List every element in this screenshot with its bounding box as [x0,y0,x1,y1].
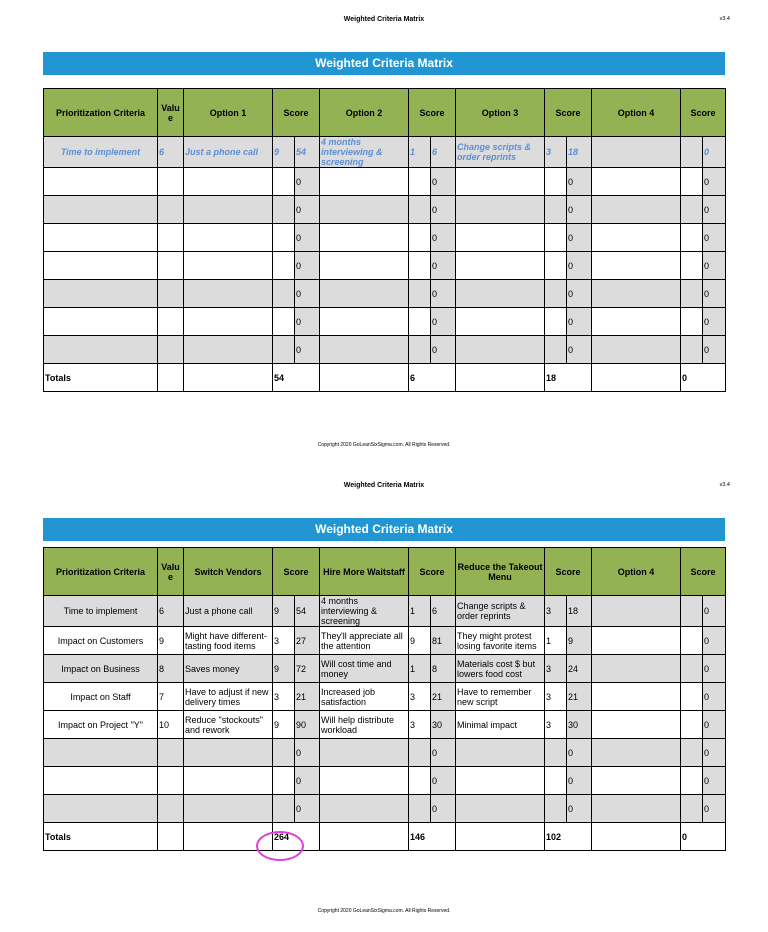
matrix-row [44,252,726,280]
total-score-1: 264 [273,823,320,851]
rating-3-cell[interactable] [545,795,567,823]
option-4-cell[interactable] [592,739,681,767]
rating-4-cell[interactable] [681,683,703,711]
option-2-cell[interactable]: 4 months interviewing & screening [320,137,409,168]
option-3-cell[interactable]: Minimal impact [456,711,545,739]
highlight-circle [256,831,304,861]
header-score-4: Score [681,89,726,137]
rating-1-cell[interactable]: 9 [273,137,295,168]
option-1-cell[interactable]: Saves money [184,655,273,683]
value-cell[interactable] [158,336,184,364]
header-option-3: Reduce the Takeout Menu [456,548,545,596]
rating-2-cell[interactable]: 3 [409,711,431,739]
rating-2-cell[interactable] [409,224,431,252]
criteria-matrix-table [43,88,726,392]
score-3-cell: 24 [567,655,592,683]
option-2-cell[interactable] [320,739,409,767]
header-score-3: Score [545,548,592,596]
rating-1-cell[interactable] [273,308,295,336]
version-label: v3.4 [719,16,730,22]
value-cell[interactable]: 7 [158,683,184,711]
totals-label: Totals [44,823,158,851]
score-3-cell: 0 [567,795,592,823]
option-3-cell[interactable]: They might protest losing favorite items [456,627,545,655]
criteria-cell[interactable] [44,280,158,308]
header-row [44,89,726,137]
criteria-cell[interactable] [44,336,158,364]
score-4-cell: 0 [703,627,726,655]
criteria-cell[interactable] [44,739,158,767]
rating-3-cell[interactable] [545,168,567,196]
value-cell[interactable]: 10 [158,711,184,739]
rating-1-cell[interactable] [273,280,295,308]
criteria-cell[interactable] [44,252,158,280]
value-cell[interactable]: 8 [158,655,184,683]
criteria-cell[interactable]: Impact on Customers [44,627,158,655]
totals-option-3-cell [456,364,545,392]
score-3-cell: 30 [567,711,592,739]
header-criteria: Prioritization Criteria [44,548,158,596]
option-2-cell[interactable] [320,336,409,364]
option-4-cell[interactable] [592,596,681,627]
header-value: Value [158,548,184,596]
option-4-cell[interactable] [592,627,681,655]
rating-1-cell[interactable] [273,168,295,196]
option-4-cell[interactable] [592,655,681,683]
option-2-cell[interactable]: Increased job satisfaction [320,683,409,711]
rating-3-cell[interactable] [545,336,567,364]
page-2 [0,466,768,932]
rating-2-cell[interactable] [409,739,431,767]
score-3-cell: 9 [567,627,592,655]
value-cell[interactable] [158,280,184,308]
option-1-cell[interactable]: Might have different-tasting food items [184,627,273,655]
option-4-cell[interactable] [592,137,681,168]
option-2-cell[interactable]: Will help distribute workload [320,711,409,739]
rating-1-cell[interactable]: 9 [273,711,295,739]
option-3-cell[interactable]: Change scripts & order reprints [456,596,545,627]
option-3-cell[interactable] [456,252,545,280]
score-2-cell: 30 [431,711,456,739]
rating-1-cell[interactable] [273,739,295,767]
totals-option-3-cell [456,823,545,851]
value-cell[interactable] [158,795,184,823]
rating-2-cell[interactable] [409,168,431,196]
option-3-cell[interactable] [456,168,545,196]
total-score-2: 146 [409,823,456,851]
option-4-cell[interactable] [592,196,681,224]
matrix-row [44,596,726,627]
rating-1-cell[interactable] [273,795,295,823]
score-1-cell: 0 [295,252,320,280]
option-3-cell[interactable] [456,196,545,224]
score-2-cell: 21 [431,683,456,711]
option-1-cell[interactable] [184,252,273,280]
option-3-cell[interactable] [456,795,545,823]
rating-3-cell[interactable] [545,252,567,280]
option-4-cell[interactable] [592,683,681,711]
option-3-cell[interactable]: Change scripts & order reprints [456,137,545,168]
score-3-cell: 0 [567,308,592,336]
value-cell[interactable]: 9 [158,627,184,655]
rating-2-cell[interactable] [409,308,431,336]
header-score-1: Score [273,89,320,137]
option-3-cell[interactable] [456,767,545,795]
score-1-cell: 0 [295,767,320,795]
rating-4-cell[interactable] [681,252,703,280]
rating-1-cell[interactable] [273,767,295,795]
option-1-cell[interactable] [184,739,273,767]
option-2-cell[interactable]: They'll appreciate all the attention [320,627,409,655]
option-4-cell[interactable] [592,280,681,308]
total-score-2: 6 [409,364,456,392]
matrix-row [44,627,726,655]
matrix-row [44,224,726,252]
option-2-cell[interactable] [320,252,409,280]
rating-2-cell[interactable]: 1 [409,596,431,627]
header-option-4: Option 4 [592,89,681,137]
score-2-cell: 0 [431,767,456,795]
criteria-cell[interactable] [44,196,158,224]
doc-title: Weighted Criteria Matrix [343,16,425,23]
value-cell[interactable]: 6 [158,137,184,168]
rating-2-cell[interactable]: 3 [409,683,431,711]
copyright-footer: Copyright 2020 GoLeanSixSigma.com. All Rights Reserved. [317,442,451,448]
rating-3-cell[interactable]: 3 [545,711,567,739]
total-score-4: 0 [681,823,726,851]
matrix-row [44,336,726,364]
rating-4-cell[interactable] [681,596,703,627]
score-4-cell: 0 [703,795,726,823]
sample-row [44,137,726,168]
header-score-3: Score [545,89,592,137]
header-option-1: Option 1 [184,89,273,137]
header-value: Value [158,89,184,137]
option-1-cell[interactable]: Reduce "stockouts" and rework [184,711,273,739]
header-score-2: Score [409,548,456,596]
criteria-cell[interactable]: Impact on Project "Y" [44,711,158,739]
score-2-cell: 0 [431,795,456,823]
rating-2-cell[interactable] [409,252,431,280]
header-option-4: Option 4 [592,548,681,596]
score-4-cell: 0 [703,767,726,795]
rating-4-cell[interactable] [681,224,703,252]
rating-3-cell[interactable]: 3 [545,137,567,168]
doc-title: Weighted Criteria Matrix [343,482,425,489]
score-1-cell: 0 [295,795,320,823]
rating-2-cell[interactable] [409,280,431,308]
matrix-banner: Weighted Criteria Matrix [43,518,725,541]
rating-2-cell[interactable]: 9 [409,627,431,655]
rating-3-cell[interactable]: 3 [545,683,567,711]
rating-4-cell[interactable] [681,280,703,308]
matrix-row [44,308,726,336]
total-score-3: 102 [545,823,592,851]
score-3-cell: 0 [567,196,592,224]
option-2-cell[interactable] [320,795,409,823]
score-1-cell: 0 [295,168,320,196]
rating-2-cell[interactable]: 1 [409,137,431,168]
matrix-row [44,168,726,196]
option-2-cell[interactable]: Will cost time and money [320,655,409,683]
rating-3-cell[interactable] [545,308,567,336]
rating-2-cell[interactable]: 1 [409,655,431,683]
score-2-cell: 0 [431,280,456,308]
score-1-cell: 0 [295,308,320,336]
criteria-cell[interactable]: Time to implement [44,596,158,627]
option-4-cell[interactable] [592,711,681,739]
totals-option-2-cell [320,823,409,851]
rating-3-cell[interactable] [545,280,567,308]
option-4-cell[interactable] [592,168,681,196]
option-2-cell[interactable] [320,224,409,252]
header-option-1: Switch Vendors [184,548,273,596]
score-2-cell: 0 [431,224,456,252]
score-4-cell: 0 [703,224,726,252]
rating-3-cell[interactable] [545,739,567,767]
totals-option-4-cell [592,823,681,851]
rating-2-cell[interactable] [409,767,431,795]
score-2-cell: 0 [431,336,456,364]
score-4-cell: 0 [703,655,726,683]
option-4-cell[interactable] [592,224,681,252]
score-1-cell: 72 [295,655,320,683]
rating-3-cell[interactable] [545,767,567,795]
rating-4-cell[interactable] [681,137,703,168]
option-3-cell[interactable] [456,308,545,336]
rating-1-cell[interactable]: 3 [273,627,295,655]
rating-4-cell[interactable] [681,168,703,196]
option-1-cell[interactable] [184,196,273,224]
option-3-cell[interactable] [456,739,545,767]
totals-option-4-cell [592,364,681,392]
option-3-cell[interactable]: Materials cost $ but lowers food cost [456,655,545,683]
score-4-cell: 0 [703,683,726,711]
rating-1-cell[interactable]: 9 [273,655,295,683]
rating-1-cell[interactable] [273,196,295,224]
option-3-cell[interactable] [456,224,545,252]
criteria-cell[interactable] [44,168,158,196]
value-cell[interactable] [158,168,184,196]
value-cell[interactable] [158,308,184,336]
score-1-cell: 0 [295,739,320,767]
option-3-cell[interactable] [456,336,545,364]
matrix-row [44,711,726,739]
score-4-cell: 0 [703,137,726,168]
option-1-cell[interactable]: Have to adjust if new delivery times [184,683,273,711]
value-cell[interactable] [158,767,184,795]
rating-4-cell[interactable] [681,767,703,795]
score-2-cell: 0 [431,252,456,280]
score-1-cell: 90 [295,711,320,739]
score-4-cell: 0 [703,252,726,280]
value-cell[interactable] [158,739,184,767]
rating-4-cell[interactable] [681,336,703,364]
score-3-cell: 0 [567,168,592,196]
option-4-cell[interactable] [592,308,681,336]
rating-1-cell[interactable] [273,252,295,280]
header-score-4: Score [681,548,726,596]
score-3-cell: 18 [567,137,592,168]
rating-1-cell[interactable] [273,336,295,364]
option-4-cell[interactable] [592,336,681,364]
score-2-cell: 0 [431,308,456,336]
score-1-cell: 54 [295,596,320,627]
totals-label: Totals [44,364,158,392]
rating-1-cell[interactable]: 3 [273,683,295,711]
score-4-cell: 0 [703,280,726,308]
matrix-row [44,280,726,308]
score-2-cell: 6 [431,596,456,627]
rating-4-cell[interactable] [681,711,703,739]
option-2-cell[interactable] [320,196,409,224]
option-1-cell[interactable] [184,336,273,364]
option-4-cell[interactable] [592,767,681,795]
criteria-cell[interactable]: Time to implement [44,137,158,168]
score-3-cell: 0 [567,252,592,280]
totals-row [44,823,726,851]
option-2-cell[interactable] [320,280,409,308]
matrix-row [44,739,726,767]
rating-4-cell[interactable] [681,655,703,683]
criteria-cell[interactable] [44,767,158,795]
score-4-cell: 0 [703,168,726,196]
rating-4-cell[interactable] [681,795,703,823]
header-option-2: Option 2 [320,89,409,137]
matrix-row [44,655,726,683]
criteria-cell[interactable]: Impact on Business [44,655,158,683]
rating-3-cell[interactable]: 3 [545,596,567,627]
value-cell[interactable] [158,224,184,252]
total-score-4: 0 [681,364,726,392]
score-4-cell: 0 [703,308,726,336]
score-2-cell: 0 [431,739,456,767]
score-4-cell: 0 [703,336,726,364]
rating-1-cell[interactable] [273,224,295,252]
score-2-cell: 6 [431,137,456,168]
score-2-cell: 8 [431,655,456,683]
score-4-cell: 0 [703,711,726,739]
score-3-cell: 0 [567,224,592,252]
option-1-cell[interactable] [184,280,273,308]
option-1-cell[interactable] [184,224,273,252]
score-2-cell: 81 [431,627,456,655]
score-3-cell: 0 [567,767,592,795]
value-cell[interactable]: 6 [158,596,184,627]
score-3-cell: 0 [567,336,592,364]
rating-3-cell[interactable]: 3 [545,655,567,683]
option-4-cell[interactable] [592,252,681,280]
header-score-1: Score [273,548,320,596]
total-score-3: 18 [545,364,592,392]
copyright-footer: Copyright 2020 GoLeanSixSigma.com. All Rights Reserved. [317,908,451,914]
header-criteria: Prioritization Criteria [44,89,158,137]
rating-4-cell[interactable] [681,196,703,224]
option-2-cell[interactable] [320,767,409,795]
total-score-1: 54 [273,364,320,392]
option-1-cell[interactable] [184,168,273,196]
matrix-banner: Weighted Criteria Matrix [43,52,725,75]
criteria-cell[interactable]: Impact on Staff [44,683,158,711]
option-4-cell[interactable] [592,795,681,823]
matrix-row [44,683,726,711]
score-2-cell: 0 [431,168,456,196]
matrix-row [44,196,726,224]
score-4-cell: 0 [703,196,726,224]
criteria-cell[interactable] [44,224,158,252]
score-1-cell: 21 [295,683,320,711]
option-2-cell[interactable] [320,308,409,336]
value-cell[interactable] [158,196,184,224]
totals-option-1-cell [184,364,273,392]
header-option-2: Hire More Waitstaff [320,548,409,596]
header-score-2: Score [409,89,456,137]
score-1-cell: 0 [295,224,320,252]
score-4-cell: 0 [703,596,726,627]
totals-value-cell [158,364,184,392]
rating-2-cell[interactable] [409,196,431,224]
totals-value-cell [158,823,184,851]
option-2-cell[interactable]: 4 months interviewing & screening [320,596,409,627]
criteria-cell[interactable] [44,308,158,336]
header-row [44,548,726,596]
value-cell[interactable] [158,252,184,280]
score-4-cell: 0 [703,739,726,767]
criteria-cell[interactable] [44,795,158,823]
option-1-cell[interactable] [184,795,273,823]
option-3-cell[interactable]: Have to remember new script [456,683,545,711]
score-1-cell: 0 [295,196,320,224]
score-3-cell: 21 [567,683,592,711]
score-3-cell: 18 [567,596,592,627]
option-1-cell[interactable] [184,767,273,795]
option-3-cell[interactable] [456,280,545,308]
option-1-cell[interactable] [184,308,273,336]
score-1-cell: 27 [295,627,320,655]
matrix-row [44,795,726,823]
score-1-cell: 0 [295,280,320,308]
rating-2-cell[interactable] [409,336,431,364]
rating-2-cell[interactable] [409,795,431,823]
option-1-cell[interactable]: Just a phone call [184,137,273,168]
header-option-3: Option 3 [456,89,545,137]
rating-4-cell[interactable] [681,308,703,336]
option-2-cell[interactable] [320,168,409,196]
rating-3-cell[interactable]: 1 [545,627,567,655]
option-1-cell[interactable]: Just a phone call [184,596,273,627]
criteria-matrix-table [43,547,726,851]
totals-option-2-cell [320,364,409,392]
totals-row [44,364,726,392]
score-3-cell: 0 [567,739,592,767]
rating-4-cell[interactable] [681,627,703,655]
score-2-cell: 0 [431,196,456,224]
rating-4-cell[interactable] [681,739,703,767]
score-3-cell: 0 [567,280,592,308]
version-label: v3.4 [719,482,730,488]
rating-1-cell[interactable]: 9 [273,596,295,627]
matrix-row [44,767,726,795]
rating-3-cell[interactable] [545,224,567,252]
score-1-cell: 54 [295,137,320,168]
rating-3-cell[interactable] [545,196,567,224]
score-1-cell: 0 [295,336,320,364]
